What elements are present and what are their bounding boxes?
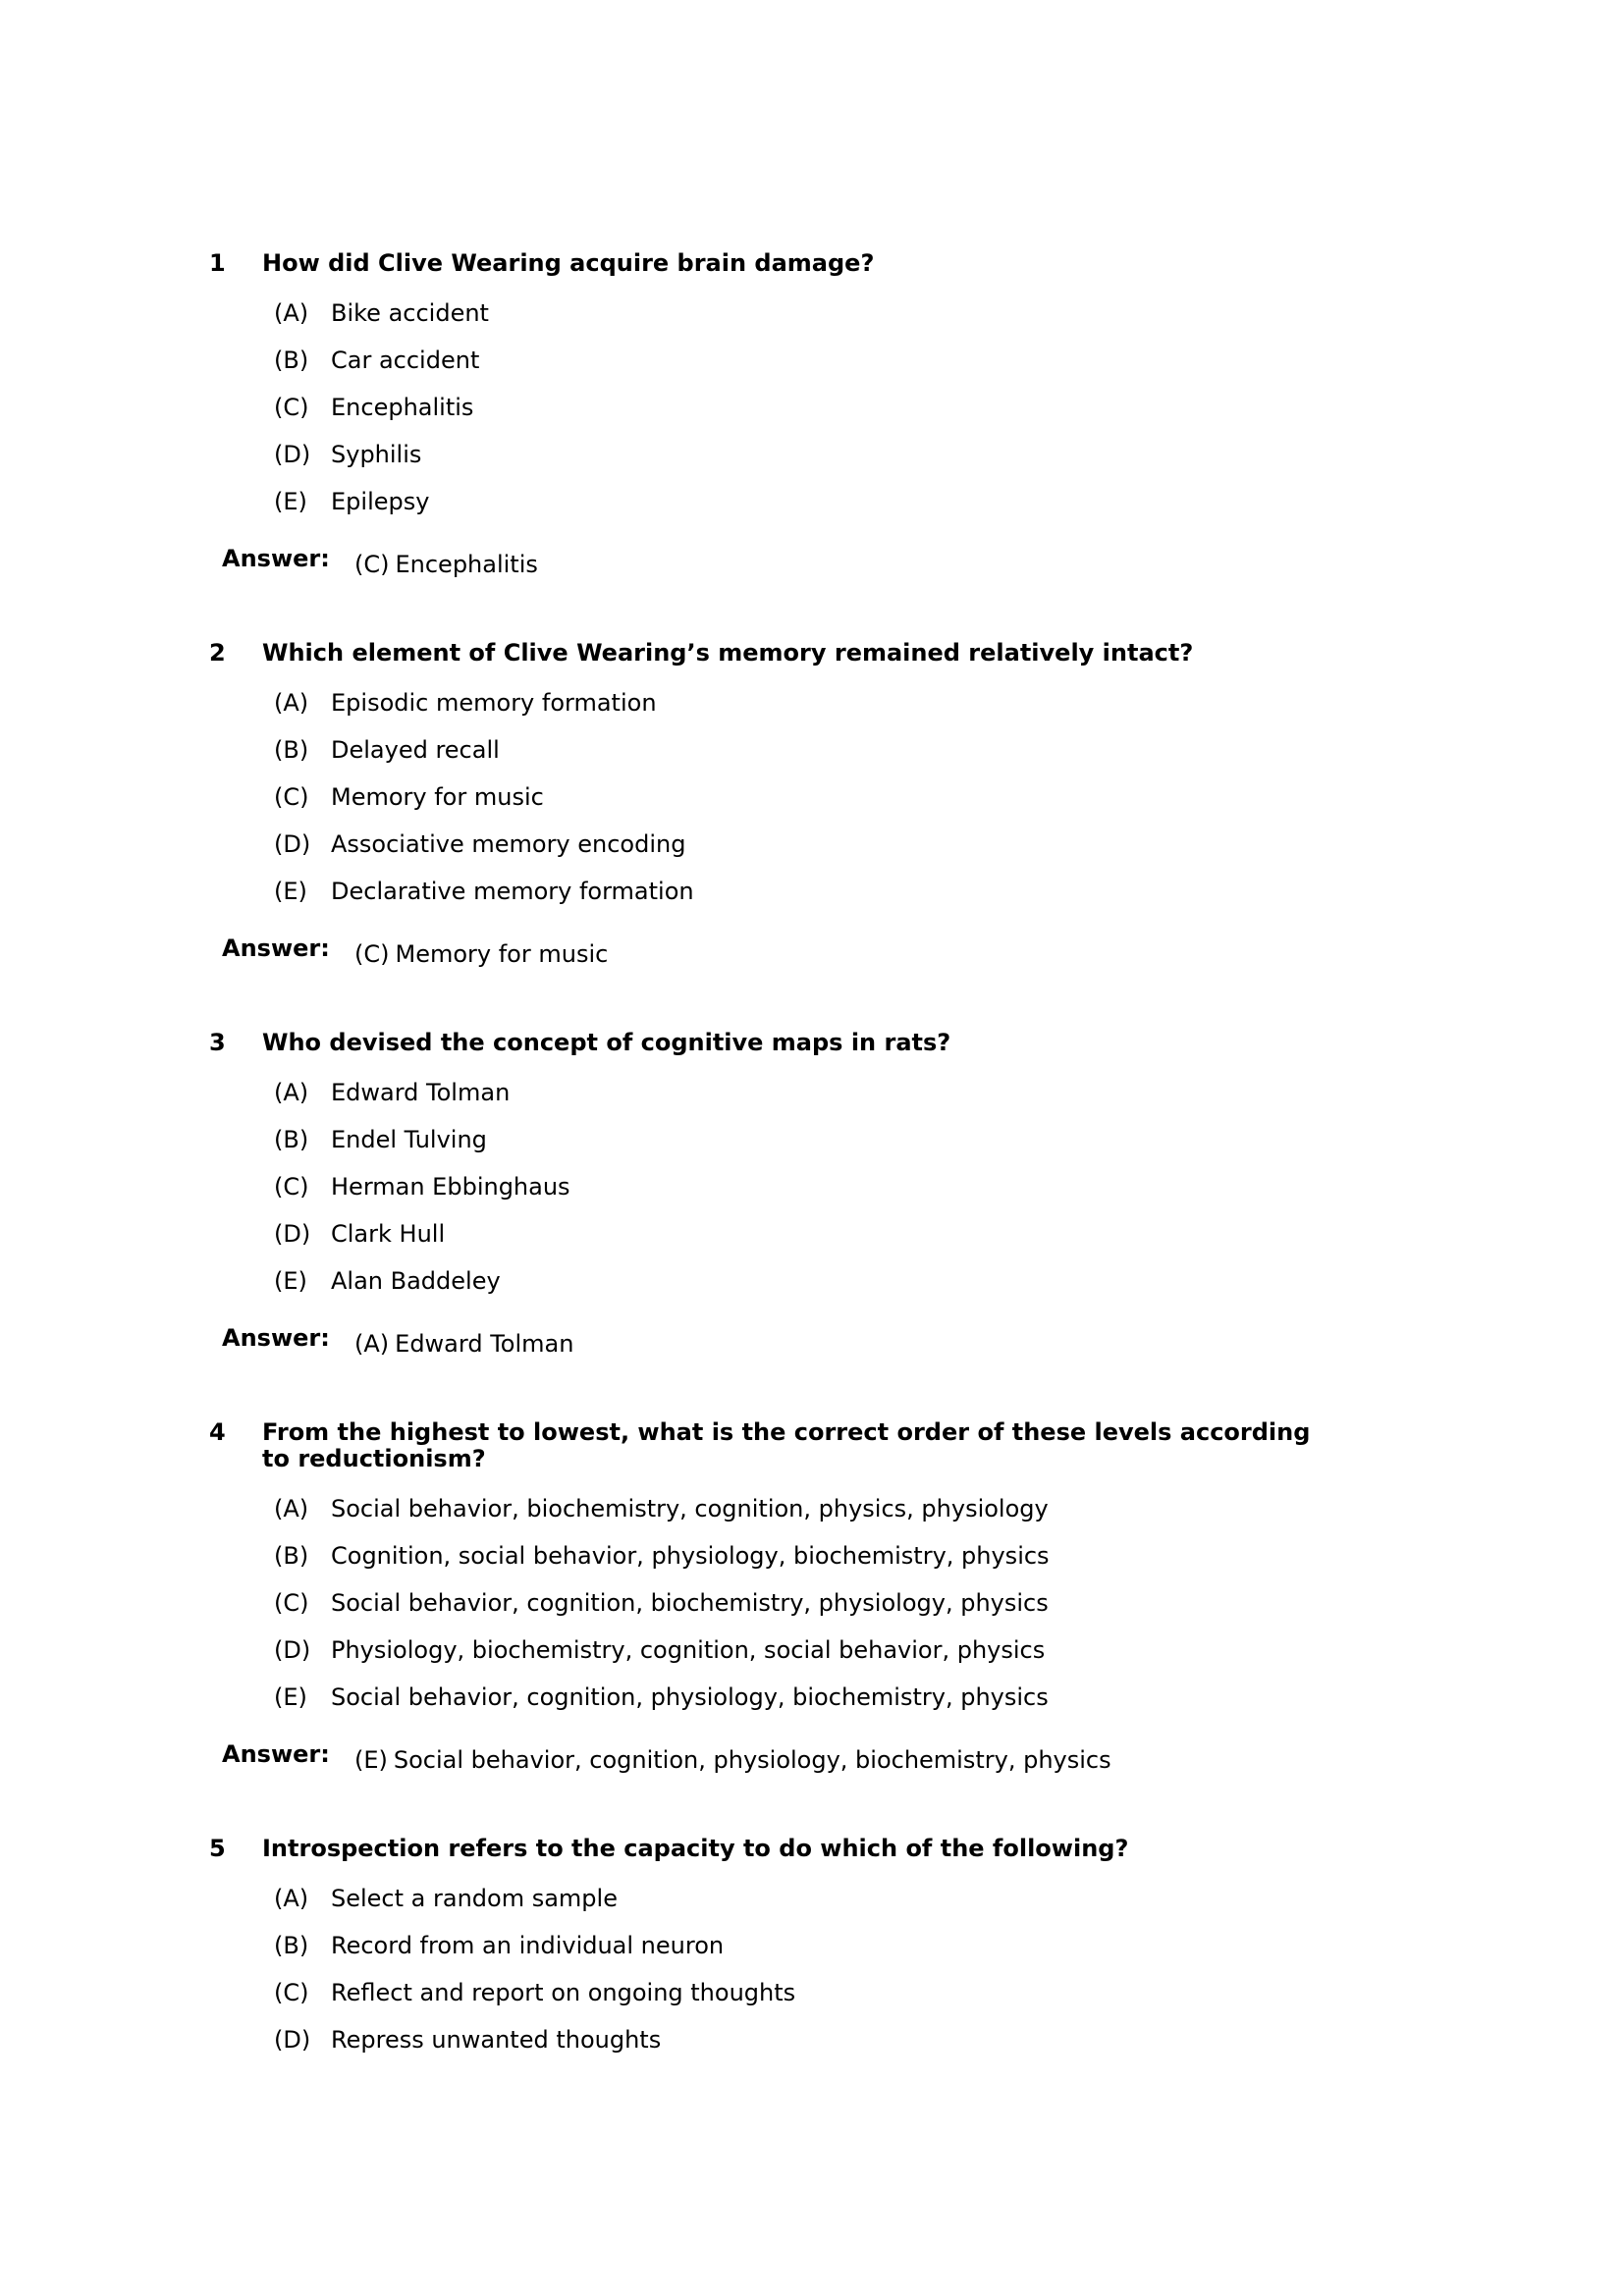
answer-row [222,546,1387,578]
option-b [274,1127,1387,1174]
option-text: Select a random sample [331,1885,618,1912]
option-text: Car accident [331,347,480,374]
option-letter: (E) [274,488,307,515]
option-text: Endel Tulving [331,1126,487,1153]
option-c [274,1174,1387,1221]
option-letter: (B) [274,1126,309,1153]
question-header [209,640,1387,667]
option-text: Alan Baddeley [331,1267,501,1295]
option-text: Declarative memory formation [331,878,694,905]
option-letter: (D) [274,441,311,468]
question-number: 2 [209,639,226,667]
answer-text: Edward Tolman [395,1330,574,1358]
option-text: Encephalitis [331,394,474,421]
question-header [209,1836,1387,1862]
option-letter: (D) [274,1220,311,1248]
question-number: 4 [209,1418,226,1446]
option-b [274,737,1387,784]
option-text: Reflect and report on ongoing thoughts [331,1979,796,2006]
option-letter: (C) [274,1173,309,1201]
answer-text: Memory for music [395,940,609,968]
option-d [274,1221,1387,1268]
option-text: Cognition, social behavior, physiology, biochemistry, physics [331,1542,1050,1570]
question-header [209,1419,1387,1472]
option-a [274,300,1387,347]
option-text: Physiology, biochemistry, cognition, social behavior, physics [331,1636,1046,1664]
question-number: 1 [209,249,226,277]
answer-value [354,1747,1111,1774]
option-letter: (A) [274,299,309,327]
question-text: Introspection refers to the capacity to do which of the following? [262,1835,1129,1862]
option-b [274,347,1387,395]
option-c [274,395,1387,442]
option-e [274,1268,1387,1315]
option-b [274,1933,1387,1980]
answer-row [222,935,1387,968]
question-text: From the highest to lowest, what is the correct order of these levels according to reductionism? [262,1418,1311,1472]
question-2 [209,640,1387,968]
option-letter: (A) [274,1079,309,1106]
option-a [274,1886,1387,1933]
answer-label: Answer: [222,1740,330,1768]
option-text: Record from an individual neuron [331,1932,725,1959]
option-letter: (B) [274,347,309,374]
answer-value [354,941,608,968]
answer-letter: (A) [354,1330,390,1358]
option-d [274,831,1387,879]
option-text: Delayed recall [331,736,500,764]
question-text: Which element of Clive Wearing’s memory remained relatively intact? [262,639,1194,667]
answer-letter: (C) [354,940,390,968]
option-letter: (D) [274,1636,311,1664]
option-letter: (C) [274,783,309,811]
answer-letter: (E) [354,1746,388,1774]
option-list [274,1886,1387,2074]
answer-label: Answer: [222,934,330,962]
option-letter: (E) [274,1683,307,1711]
option-text: Episodic memory formation [331,689,657,717]
option-letter: (A) [274,689,309,717]
option-d [274,1637,1387,1684]
option-letter: (B) [274,736,309,764]
option-text: Repress unwanted thoughts [331,2026,662,2054]
answer-text: Encephalitis [395,551,538,578]
answer-label: Answer: [222,545,330,572]
answer-letter: (C) [354,551,390,578]
option-letter: (E) [274,878,307,905]
option-list [274,300,1387,536]
question-number: 5 [209,1835,226,1862]
option-letter: (C) [274,394,309,421]
option-list [274,1496,1387,1732]
option-letter: (B) [274,1542,309,1570]
answer-text: Social behavior, cognition, physiology, biochemistry, physics [393,1746,1111,1774]
option-e [274,879,1387,926]
option-text: Epilepsy [331,488,430,515]
option-e [274,1684,1387,1732]
question-text: How did Clive Wearing acquire brain damage? [262,249,875,277]
option-c [274,784,1387,831]
option-a [274,1080,1387,1127]
option-a [274,690,1387,737]
option-text: Associative memory encoding [331,830,686,858]
answer-value [354,1331,573,1358]
option-text: Edward Tolman [331,1079,511,1106]
answer-row [222,1741,1387,1774]
option-d [274,442,1387,489]
question-4 [209,1419,1387,1774]
question-text: Who devised the concept of cognitive maps in rats? [262,1029,951,1056]
question-number: 3 [209,1029,226,1056]
option-letter: (E) [274,1267,307,1295]
option-letter: (A) [274,1495,309,1522]
option-text: Herman Ebbinghaus [331,1173,570,1201]
question-1 [209,250,1387,578]
option-text: Memory for music [331,783,544,811]
option-d [274,2027,1387,2074]
option-letter: (D) [274,2026,311,2054]
option-text: Social behavior, cognition, physiology, biochemistry, physics [331,1683,1049,1711]
option-letter: (C) [274,1589,309,1617]
option-text: Social behavior, cognition, biochemistry, physiology, physics [331,1589,1049,1617]
option-c [274,1590,1387,1637]
answer-label: Answer: [222,1324,330,1352]
option-e [274,489,1387,536]
option-text: Syphilis [331,441,422,468]
option-letter: (A) [274,1885,309,1912]
answer-value [354,552,538,578]
option-letter: (C) [274,1979,309,2006]
option-text: Social behavior, biochemistry, cognition, physics, physiology [331,1495,1049,1522]
option-letter: (D) [274,830,311,858]
option-text: Clark Hull [331,1220,446,1248]
option-text: Bike accident [331,299,489,327]
question-header [209,1030,1387,1056]
question-3 [209,1030,1387,1358]
option-a [274,1496,1387,1543]
option-list [274,1080,1387,1315]
option-letter: (B) [274,1932,309,1959]
answer-row [222,1325,1387,1358]
question-header [209,250,1387,277]
option-c [274,1980,1387,2027]
question-5 [209,1836,1387,2074]
option-list [274,690,1387,926]
option-b [274,1543,1387,1590]
